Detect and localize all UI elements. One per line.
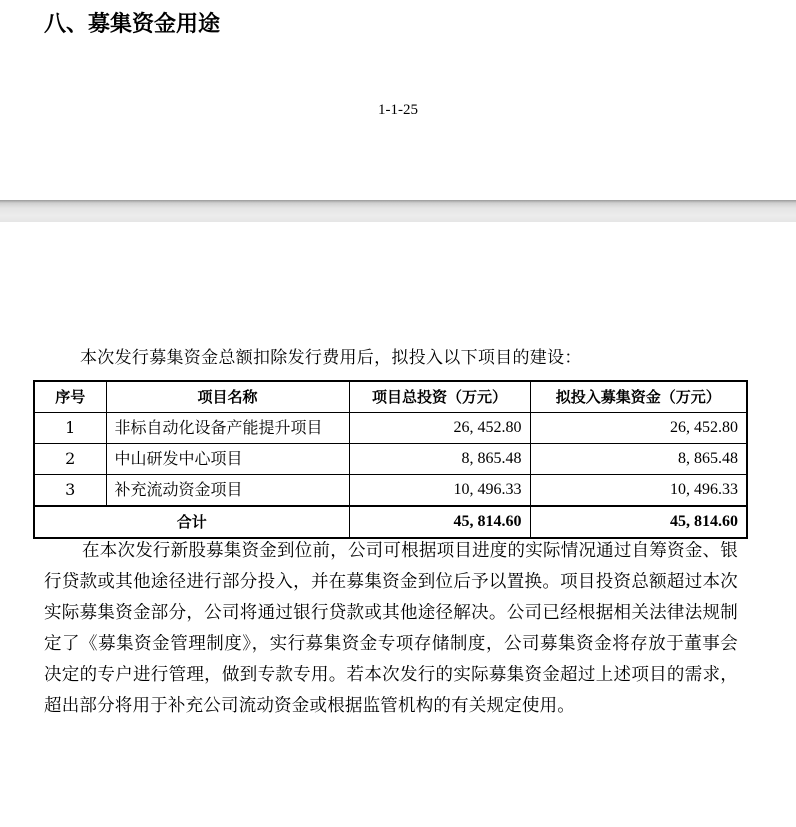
total-label: 合计 xyxy=(34,506,349,538)
row-project-name: 非标自动化设备产能提升项目 xyxy=(106,413,349,444)
row-planned-funds: 8, 865.48 xyxy=(530,444,747,475)
row-total-investment: 10, 496.33 xyxy=(349,475,530,507)
row-no: 1 xyxy=(34,413,106,444)
row-project-name: 补充流动资金项目 xyxy=(106,475,349,507)
table-row xyxy=(34,475,747,507)
total-investment-sum: 45, 814.60 xyxy=(349,506,530,538)
table-row xyxy=(34,444,747,475)
row-no: 2 xyxy=(34,444,106,475)
page-number: 1-1-25 xyxy=(378,102,418,118)
header-no: 序号 xyxy=(34,381,106,413)
row-planned-funds: 26, 452.80 xyxy=(530,413,747,444)
table-header-row xyxy=(34,381,747,413)
page-break-divider xyxy=(0,200,796,222)
section-title: 八、募集资金用途 xyxy=(44,12,221,37)
intro-text: 本次发行募集资金总额扣除发行费用后，拟投入以下项目的建设： xyxy=(80,348,582,368)
table-row xyxy=(34,413,747,444)
row-total-investment: 26, 452.80 xyxy=(349,413,530,444)
row-planned-funds: 10, 496.33 xyxy=(530,475,747,507)
header-planned-funds: 拟投入募集资金（万元） xyxy=(530,381,747,413)
planned-funds-sum: 45, 814.60 xyxy=(530,506,747,538)
body-paragraph: 在本次发行新股募集资金到位前，公司可根据项目进度的实际情况通过自筹资金、银行贷款或其他途径进行部分投入，并在募集资金到位后予以置换。项目投资总额超过本次实际募集资金部分，公司将通过银行贷款或其他途径解决。公司已经根据相关法律法规制定了《募集资金管理制度》，实行募集资金专项存储制度，公司募集资金将存放于董事会决定的专户进行管理，做到专款专用。若本次发行的实际募集资金超过上述项目的需求，超出部分将用于补充公司流动资金或根据监管机构的有关规定使用。 xyxy=(44,541,738,716)
row-project-name: 中山研发中心项目 xyxy=(106,444,349,475)
header-project-name: 项目名称 xyxy=(106,381,349,413)
row-no: 3 xyxy=(34,475,106,507)
row-total-investment: 8, 865.48 xyxy=(349,444,530,475)
table-total-row xyxy=(34,506,747,538)
header-total-investment: 项目总投资（万元） xyxy=(349,381,530,413)
fund-use-table xyxy=(33,380,748,539)
